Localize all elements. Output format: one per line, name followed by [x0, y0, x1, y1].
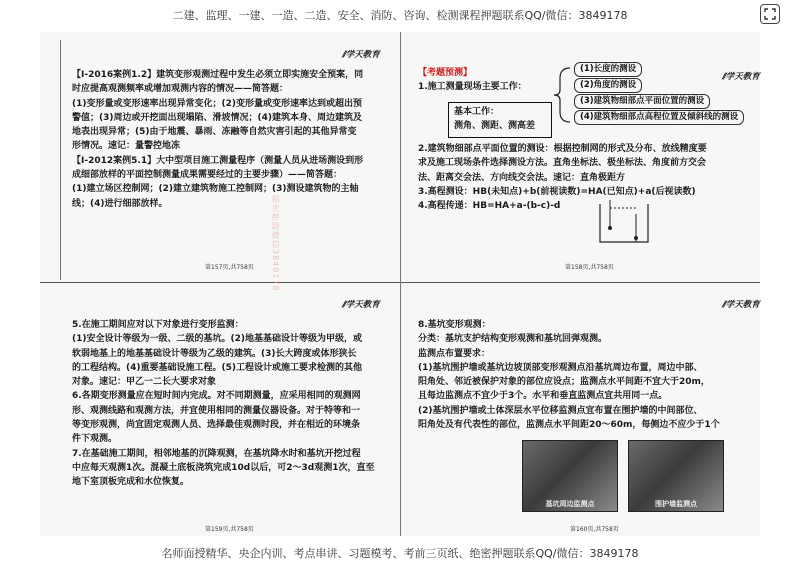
- text-line: 时应提高观测频率或增加观测内容的情况——简答题：: [72, 84, 289, 95]
- text-line: (2)基坑围护墙或土体深层水平位移监测点宜布置在围护墙的中间部位、: [418, 405, 703, 416]
- expand-icon: [764, 8, 776, 20]
- text-line: 地表出现异常；(5)由于地震、暴雨、冻融等自然灾害引起的其他异常变: [72, 127, 357, 138]
- text-line: 【Ⅰ-2012案例5.1】大中型项目施工测量程序（测量人员从进场测设到形: [72, 155, 364, 166]
- elevation-transfer-diagram: [596, 198, 652, 248]
- text-line: 形情况。速记：量警控地冻: [72, 141, 181, 152]
- text-line: 分类：基坑支护结构变形观测和基坑回弹观测。: [418, 334, 608, 345]
- section-heading: 【考题预测】: [418, 68, 473, 78]
- brand-logo: ⫽学天教育: [342, 50, 380, 60]
- text-line: 阳角处及有代表性的部位，监测点水平间距20～60m，每侧边不应少于1个: [418, 420, 720, 431]
- text-line: 形、观测线路和观测方法，并宜使用相同的测量仪器设备。对于特等和一: [72, 405, 361, 416]
- text-line: (1)建立场区控制网；(2)建立建筑物施工控制网；(3)测设建筑物的主轴: [72, 184, 359, 195]
- photo-caption: 基坑周边监测点: [545, 500, 595, 508]
- text-line: 【Ⅰ-2016案例1.2】建筑变形观测过程中发生必须立即实施安全预案，同: [72, 70, 364, 80]
- text-line: 等变形观测，尚宜固定观测人员、选择最佳观测时段，并在相近的环境条: [72, 420, 361, 431]
- text-line: 线；(4)进行细部放样。: [72, 198, 168, 209]
- text-line: 8.基坑变形观测：: [418, 320, 491, 330]
- panel-p160: [418, 318, 758, 434]
- page-number: 第158页,共758页: [565, 264, 614, 271]
- text-line: 的工程结构。(4)重要基础设施工程。(5)工程设计或施工要求检测的其他: [72, 362, 362, 373]
- text-line: 法、距离交会法、方向线交会法。速记：直角极距方: [418, 172, 626, 183]
- text-line: 3.高程测设：HB(未知点)+b(前视读数)=HA(已知点)+a(后视读数): [418, 186, 696, 197]
- panel-p159: [72, 318, 397, 514]
- bottom-banner: [0, 540, 800, 566]
- text-line: 地下室顶板完成和水位恢复。: [72, 477, 190, 488]
- brand-logo: ⫽学天教育: [342, 300, 380, 310]
- watermark: 稻壳押题微信3849178: [271, 195, 280, 292]
- basic-work-box: [448, 102, 552, 138]
- text-line: (1)基坑围护墙或基坑边坡顶部变形观测点沿基坑周边布置，周边中部、: [418, 362, 703, 373]
- branch-item: (4)建筑物细部点高程位置及倾斜线的测设: [574, 110, 744, 125]
- page-number: 第160页,共758页: [570, 526, 619, 533]
- bottom-banner-text: 名师面授精华、央企内训、考点串讲、习题模考、考前三页纸、绝密押题联系QQ/微信：3849178: [161, 547, 639, 560]
- photo-caption: 围护墙监测点: [655, 500, 697, 508]
- page-number: 第159页,共758页: [205, 526, 254, 533]
- text-line: 5.在施工期间应对以下对象进行变形监测：: [72, 320, 244, 330]
- top-banner: [0, 0, 800, 30]
- left-binding-line: [60, 40, 61, 280]
- text-line: 6.各期变形测量应在短时间内完成。对不同期测量，应采用相同的观测网: [72, 391, 361, 402]
- text-line: 监测点布置要求：: [418, 348, 491, 359]
- page-number: 第157页,共758页: [205, 264, 254, 271]
- brand-logo: ⫽学天教育: [722, 300, 760, 310]
- bracket-icon: [552, 64, 576, 126]
- text-line: (1)安全设计等级为一级、二级的基坑。(2)地基基础设计等级为甲级，或: [72, 334, 362, 345]
- brand-text: 学天教育: [345, 50, 380, 60]
- site-photo: [522, 440, 618, 512]
- text-line: 件下观测。: [72, 434, 118, 445]
- fullscreen-button[interactable]: [760, 4, 780, 24]
- text-line: 软弱地基上的地基基础设计等级为乙级的建筑。(3)长大跨度或体形狭长: [72, 348, 357, 359]
- text-line: 成细部放样的平面控制测量成果需要经过的主要步骤）——简答题：: [72, 170, 343, 181]
- box-body: 测角、测距、测高差: [454, 121, 536, 132]
- site-photo: [628, 440, 724, 512]
- text-line: 4.高程传递：HB=HA+a-(b-c)-d: [418, 201, 561, 212]
- text-line: 中应每天观测1次。混凝土底板浇筑完成10d以后，可2～3d观测1次，直至: [72, 462, 375, 473]
- text-line: 且每边监测点不宜少于3个。水平和垂直监测点宜共用同一点。: [418, 391, 668, 402]
- text-line: 阳角处、邻近被保护对象的部位应设点；监测点水平间距不宜大于20m，: [418, 377, 710, 388]
- vertical-divider: [400, 32, 401, 536]
- brand-text: 学天教育: [725, 72, 760, 82]
- text-line: 1.施工测量现场主要工作：: [418, 82, 527, 93]
- text-line: 2.建筑物细部点平面位置的测设：根据控制网的形式及分布、放线精度要: [418, 144, 707, 154]
- text-line: 7.在基础施工期间，相邻地基的沉降观测，在基坑降水时和基坑开挖过程: [72, 448, 361, 459]
- text-line: 警值；(3)周边或开挖面出现塌陷、滑坡情况；(4)建筑本身、周边建筑及: [72, 112, 362, 123]
- brand-logo: ⫽学天教育: [722, 72, 760, 82]
- text-line: 对象。速记：甲乙一二长大要求对象: [72, 377, 217, 388]
- branch-item: (1)长度的测设: [574, 62, 642, 77]
- branch-item: (2)角度的测设: [574, 78, 642, 93]
- brand-text: 学天教育: [725, 300, 760, 310]
- brand-text: 学天教育: [345, 300, 380, 310]
- text-line: (1)变形量或变形速率出现异常变化；(2)变形量或变形速率达到或超出预: [72, 98, 362, 109]
- panel-p158-body: [418, 142, 758, 216]
- branch-item: (3)建筑物细部点平面位置的测设: [574, 94, 710, 109]
- box-title: 基本工作：: [454, 107, 500, 117]
- text-line: 求及施工现场条件选择测设方法。直角坐标法、极坐标法、角度前方交会: [418, 158, 707, 169]
- panel-p157: [72, 68, 397, 218]
- top-banner-text: 二建、监理、一建、一造、二造、安全、消防、咨询、检测课程押题联系QQ/微信：3849178: [172, 9, 628, 22]
